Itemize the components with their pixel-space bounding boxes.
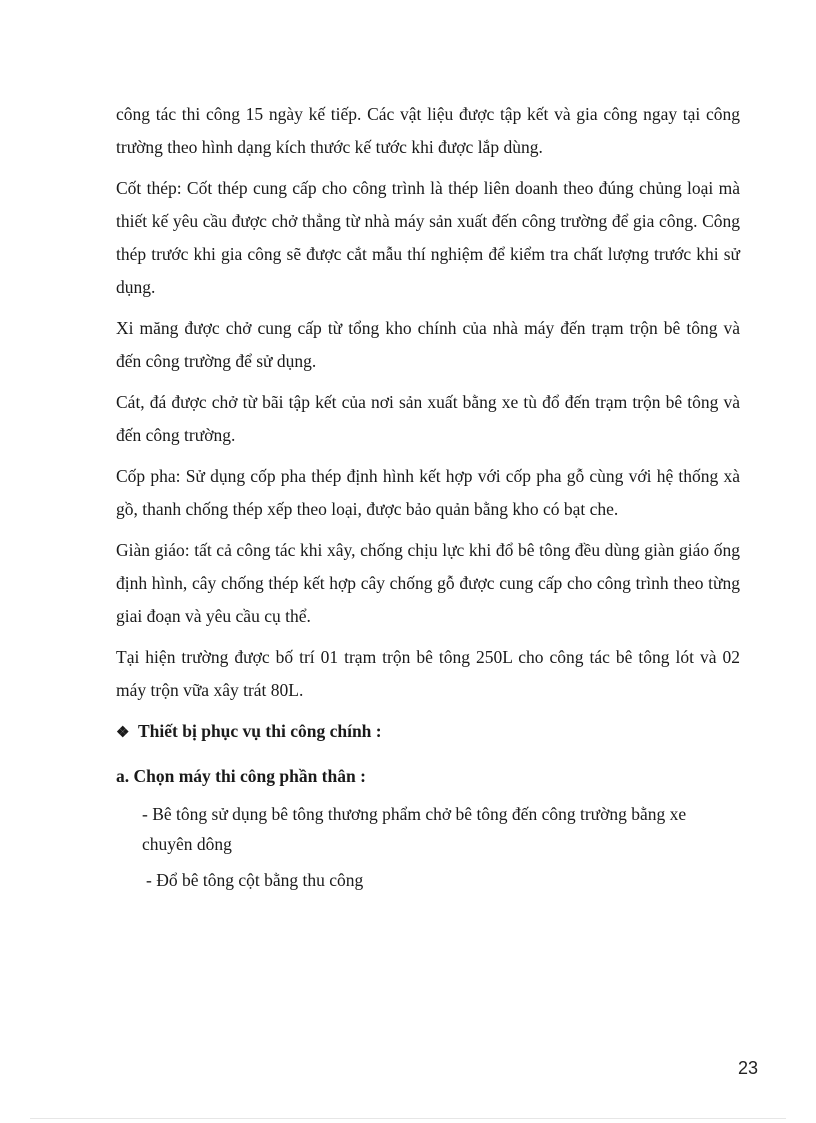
page-number: 23 — [738, 1058, 759, 1078]
paragraph-cop-pha: Cốp pha: Sử dụng cốp pha thép định hình kết hợp với cốp pha gỗ cùng với hệ thống xà gồ, thanh chống thép xếp theo loại, được bảo quản bằng kho có bạt che. — [116, 466, 740, 519]
paragraph-xi-mang: Xi măng được chở cung cấp từ tổng kho chính của nhà máy đến trạm trộn bê tông và đến công trường để sử dụng. — [116, 318, 740, 371]
subheading: a. Chọn máy thi công phần thân : — [116, 766, 366, 786]
paragraph-continuation: công tác thi công 15 ngày kế tiếp. Các vật liệu được tập kết và gia công ngay tại công trường theo hình dạng kích thước kế tước khi được lắp dùng. — [116, 104, 740, 157]
list-item: - Bê tông sử dụng bê tông thương phẩm chở bê tông đến công trường bằng xe chuyên dông — [142, 804, 687, 854]
page-body — [116, 98, 740, 901]
section-heading-text: Thiết bị phục vụ thi công chính : — [138, 721, 382, 741]
section-heading — [116, 715, 740, 750]
paragraph-gian-giao: Giàn giáo: tất cả công tác khi xây, chống chịu lực khi đổ bê tông đều dùng giàn giáo ống định hình, cây chống thép kết hợp cây chống gỗ được cung cấp cho công trình theo từng giai đoạn và yêu cầu cụ thể. — [116, 540, 740, 626]
paragraph-cat-da: Cát, đá được chở từ bãi tập kết của nơi sản xuất bằng xe tù đổ đến trạm trộn bê tông và đến công trường. — [116, 392, 740, 445]
paragraph-tram-tron: Tại hiện trường được bố trí 01 trạm trộn bê tông 250L cho công tác bê tông lót và 02 máy trộn vữa xây trát 80L. — [116, 647, 740, 700]
paragraph-cot-thep: Cốt thép: Cốt thép cung cấp cho công trình là thép liên doanh theo đúng chủng loại mà thiết kế yêu cầu được chở thẳng từ nhà máy sản xuất đến công trường để gia công. Công thép trước khi gia công sẽ được cắt mẫu thí nghiệm để kiểm tra chất lượng trước khi sử dụng. — [116, 178, 740, 297]
diamond-bullet-icon: ❖ — [116, 725, 130, 741]
list-item: - Đổ bê tông cột bằng thu công — [146, 870, 364, 890]
page-bottom-divider — [30, 1118, 786, 1119]
